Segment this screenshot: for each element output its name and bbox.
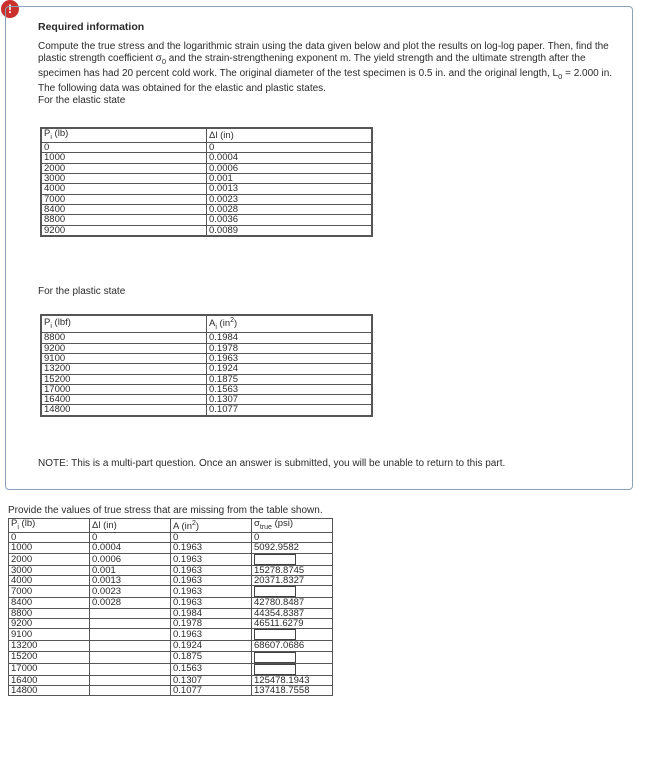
table-row [9, 663, 333, 675]
load-cell: 1000 [41, 153, 207, 163]
load-cell: 7000 [41, 194, 207, 204]
table-row [41, 405, 372, 416]
true-stress-cell: 42780.8487 [252, 598, 333, 608]
area-cell: 0.1984 [171, 608, 252, 618]
true-stress-cell: 137418.7558 [252, 685, 333, 695]
load-cell: 13200 [41, 364, 207, 374]
load-cell: 8800 [41, 333, 207, 343]
area-cell: 0.1963 [207, 353, 373, 363]
table-row [41, 153, 372, 163]
area-cell: 0.1978 [207, 343, 373, 353]
table-row [9, 618, 333, 628]
load-cell: 17000 [9, 663, 90, 675]
elongation-cell [90, 651, 171, 663]
table-row [41, 143, 372, 153]
load-cell: 15200 [41, 374, 207, 384]
elongation-cell [90, 641, 171, 651]
elongation-cell: 0.0006 [207, 163, 373, 173]
load-cell: 15200 [9, 651, 90, 663]
load-cell: 9200 [41, 225, 207, 236]
area-cell: 0.1963 [171, 586, 252, 598]
true-stress-cell: 20371.8327 [252, 576, 333, 586]
table-row [9, 608, 333, 618]
elongation-cell: 0.0004 [207, 153, 373, 163]
elongation-cell: 0.0028 [207, 204, 373, 214]
area-cell: 0.1963 [171, 553, 252, 565]
area-cell: 0.1963 [171, 576, 252, 586]
elongation-cell: 0.0028 [90, 598, 171, 608]
true-stress-cell: 44354.8387 [252, 608, 333, 618]
area-cell: 0.1875 [171, 651, 252, 663]
area-cell: 0.1924 [171, 641, 252, 651]
table-row [41, 215, 372, 225]
elongation-cell [90, 618, 171, 628]
load-cell: 8800 [9, 608, 90, 618]
area-cell: 0.1077 [207, 405, 373, 416]
true-stress-cell [252, 629, 333, 641]
elongation-cell: 0 [90, 533, 171, 543]
area-cell: 0.1924 [207, 364, 373, 374]
true-stress-cell [252, 586, 333, 598]
load-cell: 3000 [9, 565, 90, 575]
load-cell: 9200 [41, 343, 207, 353]
load-cell: 2000 [41, 163, 207, 173]
table-row [41, 353, 372, 363]
load-cell: 0 [9, 533, 90, 543]
elongation-cell: 0.0023 [90, 586, 171, 598]
table-row [9, 685, 333, 695]
elongation-cell [90, 675, 171, 685]
multi-part-note: NOTE: This is a multi-part question. Once an answer is submitted, you will be unable to return to this part. [38, 458, 506, 469]
load-cell: 2000 [9, 553, 90, 565]
elongation-cell: 0.0013 [90, 576, 171, 586]
area-cell: 0.1984 [207, 333, 373, 343]
load-cell: 16400 [9, 675, 90, 685]
load-cell: 0 [41, 143, 207, 153]
load-cell: 14800 [9, 685, 90, 695]
load-cell: 8400 [9, 598, 90, 608]
load-cell: 3000 [41, 174, 207, 184]
table-row [9, 629, 333, 641]
elastic-data-table [40, 127, 373, 237]
elongation-cell: 0.0004 [90, 543, 171, 553]
area-cell: 0.1077 [171, 685, 252, 695]
elongation-cell [90, 685, 171, 695]
table-row [41, 163, 372, 173]
elongation-cell: 0.0036 [207, 215, 373, 225]
table-row [9, 675, 333, 685]
table-row [41, 225, 372, 236]
elongation-cell [90, 608, 171, 618]
elongation-cell: 0.001 [207, 174, 373, 184]
load-cell: 4000 [41, 184, 207, 194]
table-row [9, 641, 333, 651]
elongation-cell: 0.0089 [207, 225, 373, 236]
area-cell: 0.1875 [207, 374, 373, 384]
elongation-cell: 0.001 [90, 565, 171, 575]
area-cell: 0.1307 [207, 395, 373, 405]
true-stress-cell [252, 663, 333, 675]
area-cell: 0.1963 [171, 598, 252, 608]
elongation-cell: 0 [207, 143, 373, 153]
elongation-cell: 0.0013 [207, 184, 373, 194]
area-cell: 0.1978 [171, 618, 252, 628]
true-stress-answer-input[interactable] [254, 652, 296, 663]
elongation-cell [90, 629, 171, 641]
table-header-row: $P_i$ (lbf) $A_i$ $(in^2)$ [41, 315, 372, 333]
table-row [41, 343, 372, 353]
table-header-row: $P_i$ (lb) Δl (in) A $(in^2)$ $\sigma_{true}$ (psi) [9, 519, 333, 533]
load-cell: 9200 [9, 618, 90, 628]
table-row [9, 576, 333, 586]
true-stress-table [8, 518, 333, 696]
panel-heading: Required information [38, 21, 145, 33]
load-cell: 8800 [41, 215, 207, 225]
true-stress-cell: 125478.1943 [252, 675, 333, 685]
load-cell: 7000 [9, 586, 90, 598]
table-row [41, 174, 372, 184]
table-row [9, 586, 333, 598]
load-cell: 9100 [9, 629, 90, 641]
true-stress-answer-input[interactable] [254, 629, 296, 640]
load-cell: 16400 [41, 395, 207, 405]
elongation-cell: 0.0023 [207, 194, 373, 204]
true-stress-cell: 46511.6279 [252, 618, 333, 628]
table-row [9, 651, 333, 663]
area-cell: 0.1963 [171, 543, 252, 553]
true-stress-answer-input[interactable] [254, 586, 296, 597]
load-cell: 14800 [41, 405, 207, 416]
true-stress-cell [252, 553, 333, 565]
table-row [41, 204, 372, 214]
true-stress-cell: 5092.9582 [252, 543, 333, 553]
area-cell: 0.1563 [207, 384, 373, 394]
question-prompt: Provide the values of true stress that are missing from the table shown. [8, 505, 323, 516]
plastic-state-label: For the plastic state [38, 286, 126, 297]
load-cell: 8400 [41, 204, 207, 214]
table-row [9, 565, 333, 575]
table-row [9, 543, 333, 553]
load-cell: 9100 [41, 353, 207, 363]
load-cell: 17000 [41, 384, 207, 394]
required-information-panel [5, 6, 633, 490]
table-row [41, 364, 372, 374]
table-row [9, 598, 333, 608]
elastic-state-label: For the elastic state [38, 95, 126, 106]
load-cell: 4000 [9, 576, 90, 586]
elongation-cell: 0.0006 [90, 553, 171, 565]
table-row [41, 374, 372, 384]
table-row [9, 533, 333, 543]
table-row [41, 184, 372, 194]
true-stress-answer-input[interactable] [254, 554, 296, 565]
area-cell: 0.1307 [171, 675, 252, 685]
true-stress-cell: 68607.0686 [252, 641, 333, 651]
table-row [41, 384, 372, 394]
table-header-row: $P_i$ (lb) Δl (in) [41, 128, 372, 143]
table-row [41, 194, 372, 204]
table-row [41, 395, 372, 405]
alert-icon: ! [1, 0, 19, 18]
true-stress-cell: 15278.8745 [252, 565, 333, 575]
elongation-cell [90, 663, 171, 675]
true-stress-cell: 0 [252, 533, 333, 543]
area-cell: 0.1963 [171, 565, 252, 575]
area-cell: 0 [171, 533, 252, 543]
load-cell: 1000 [9, 543, 90, 553]
true-stress-cell [252, 651, 333, 663]
table-row [41, 333, 372, 343]
problem-statement: Compute the true stress and the logarithmic strain using the data given below and plot the results on log-log paper. Then, find the plastic strength coefficient $\sigma_0$ and the strain-strengthening exponent m. The yield strength and the ultimate strength after the specimen has had 20 percent cold work. The original diameter of the test specimen is 0.5 in. and the original length, $L_0 = 2.000$ in. The following data was obtained for the elastic and plastic states. [38, 41, 613, 94]
table-row [9, 553, 333, 565]
true-stress-answer-input[interactable] [254, 664, 296, 675]
plastic-data-table [40, 314, 373, 417]
area-cell: 0.1563 [171, 663, 252, 675]
load-cell: 13200 [9, 641, 90, 651]
area-cell: 0.1963 [171, 629, 252, 641]
